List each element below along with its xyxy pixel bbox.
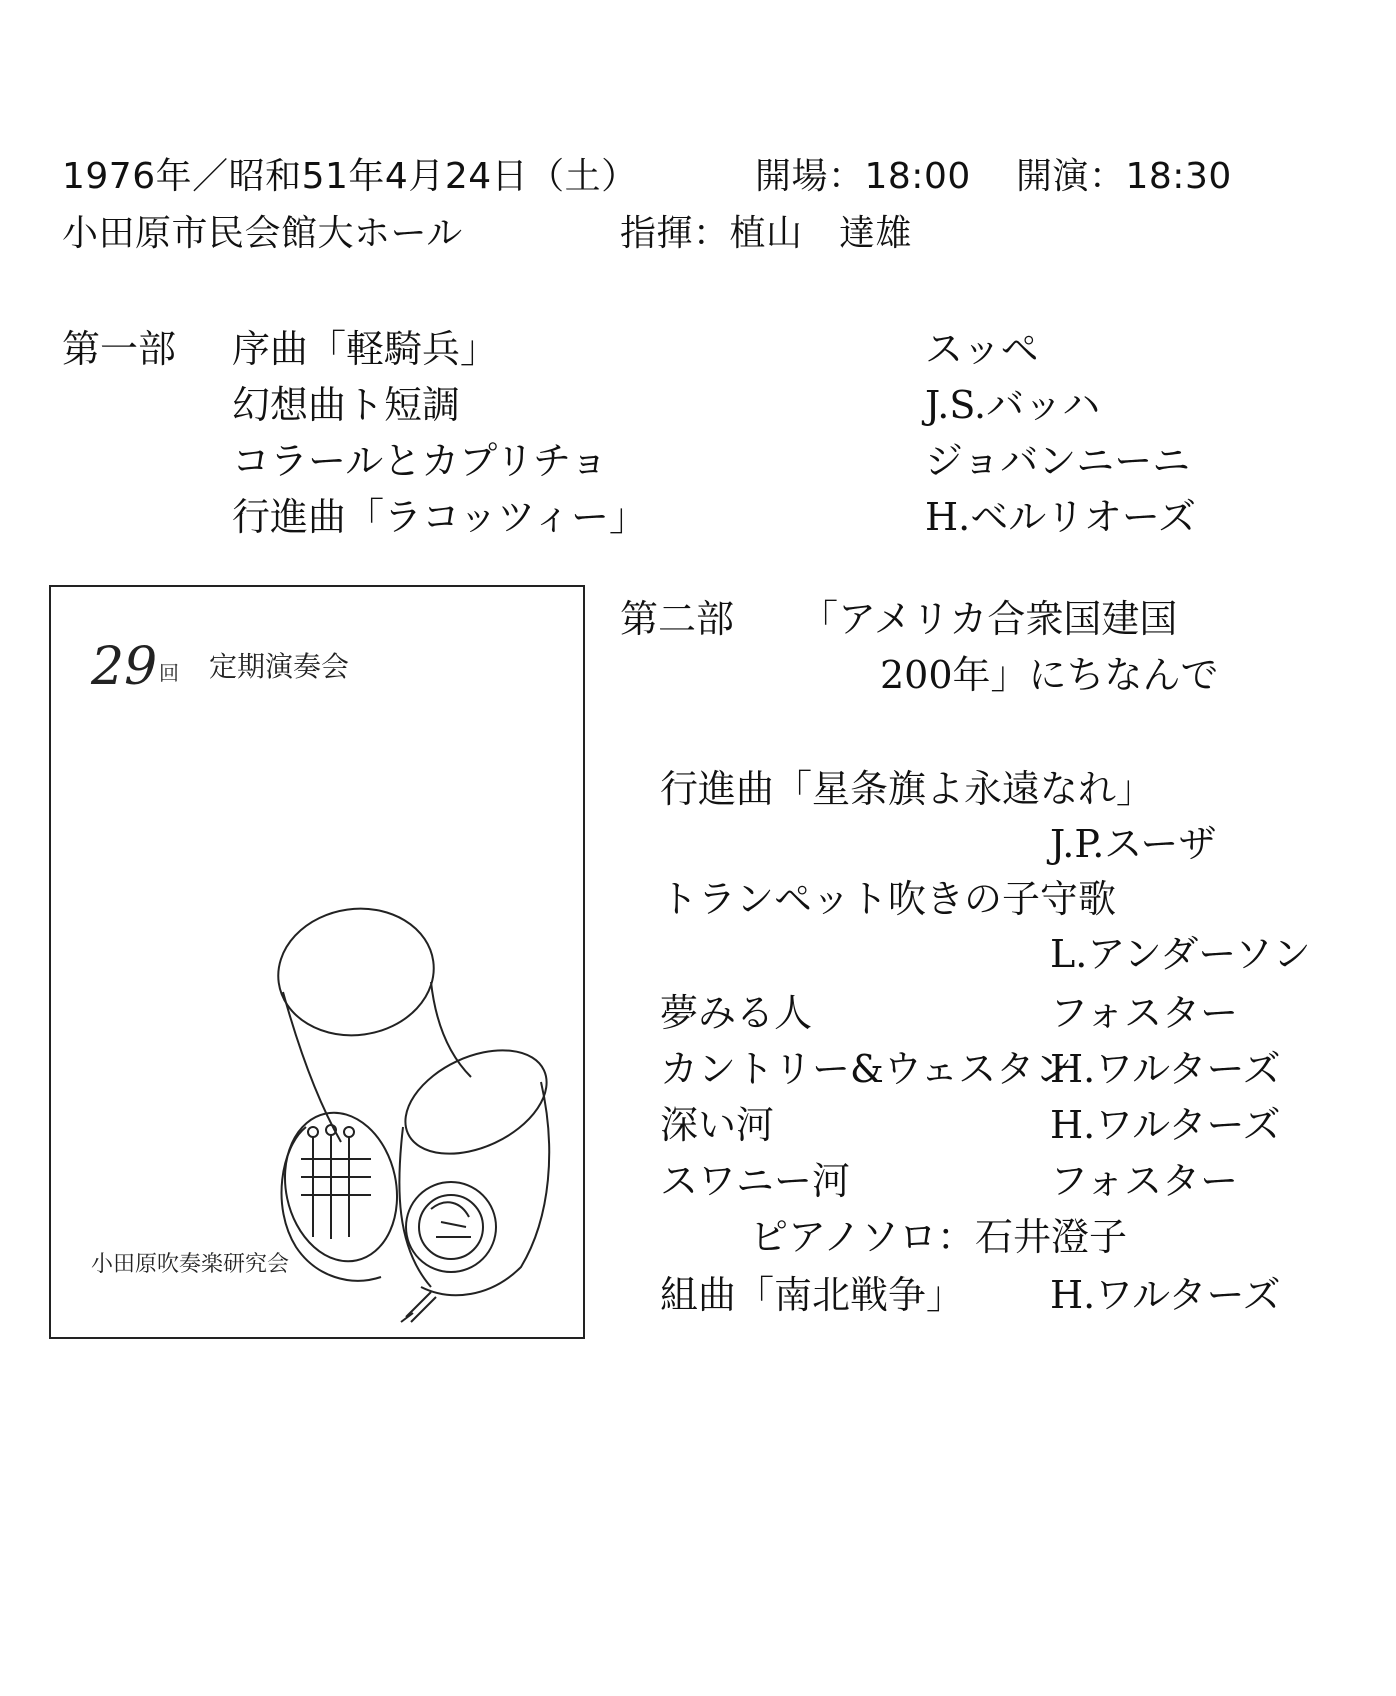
doors-open-time: 開場：18:00	[755, 156, 971, 197]
part1-item-title: コラールとカプリチョ	[232, 439, 608, 483]
part2-theme-line2: 200年」にちなんで	[880, 653, 1219, 697]
part2-label: 第二部	[620, 597, 735, 641]
part2-piano-solo: ピアノソロ：石井澄子	[750, 1215, 1127, 1259]
part2-item-title: 深い河	[660, 1103, 775, 1147]
part1-item-title: 序曲「軽騎兵」	[232, 327, 499, 371]
part2-item-composer: フォスター	[1050, 1159, 1239, 1203]
part1-item-composer: J.S.バッハ	[925, 383, 1101, 427]
concert-date: 1976年／昭和51年4月24日（土）	[62, 156, 638, 197]
part1-item-title: 幻想曲ト短調	[232, 383, 461, 427]
part1-label: 第一部	[62, 327, 177, 371]
part2-item-composer: L.アンダーソン	[1050, 932, 1311, 976]
part2-theme-line1: 「アメリカ合衆国建国	[800, 597, 1178, 641]
part2-item-title: 行進曲「星条旗よ永遠なれ」	[660, 767, 1155, 811]
concert-poster	[49, 585, 585, 1339]
part2-item-composer: H.ワルターズ	[1050, 1047, 1281, 1091]
part1-item-composer: ジョバンニーニ	[925, 439, 1191, 483]
tuba-and-horn-drawing	[51, 587, 587, 1341]
part2-item-composer: J.P.スーザ	[1050, 822, 1217, 866]
venue: 小田原市民会館大ホール	[62, 213, 463, 254]
part2-item-title: カントリー&ウェスタン	[660, 1047, 1073, 1091]
part1-item-title: 行進曲「ラコッツィー」	[232, 495, 647, 539]
poster-kai: 回	[159, 661, 179, 685]
part2-item-title: トランペット吹きの子守歌	[660, 877, 1117, 921]
start-time: 開演：18:30	[1016, 156, 1232, 197]
part2-item-composer: フォスター	[1050, 991, 1239, 1035]
part1-item-composer: スッペ	[925, 327, 1039, 371]
poster-title: 定期演奏会	[209, 650, 350, 683]
part2-item-composer: H.ワルターズ	[1050, 1103, 1281, 1147]
part2-item-title: 夢みる人	[660, 991, 813, 1035]
part1-item-composer: H.ベルリオーズ	[925, 495, 1196, 539]
part2-item-title: 組曲「南北戦争」	[660, 1273, 965, 1317]
part2-item-title: スワニー河	[660, 1159, 851, 1203]
part2-item-composer: H.ワルターズ	[1050, 1273, 1281, 1317]
conductor: 指揮：植山 達雄	[620, 213, 913, 254]
poster-edition-number: 29	[91, 637, 158, 697]
poster-organizer: 小田原吹奏楽研究会	[91, 1252, 290, 1277]
